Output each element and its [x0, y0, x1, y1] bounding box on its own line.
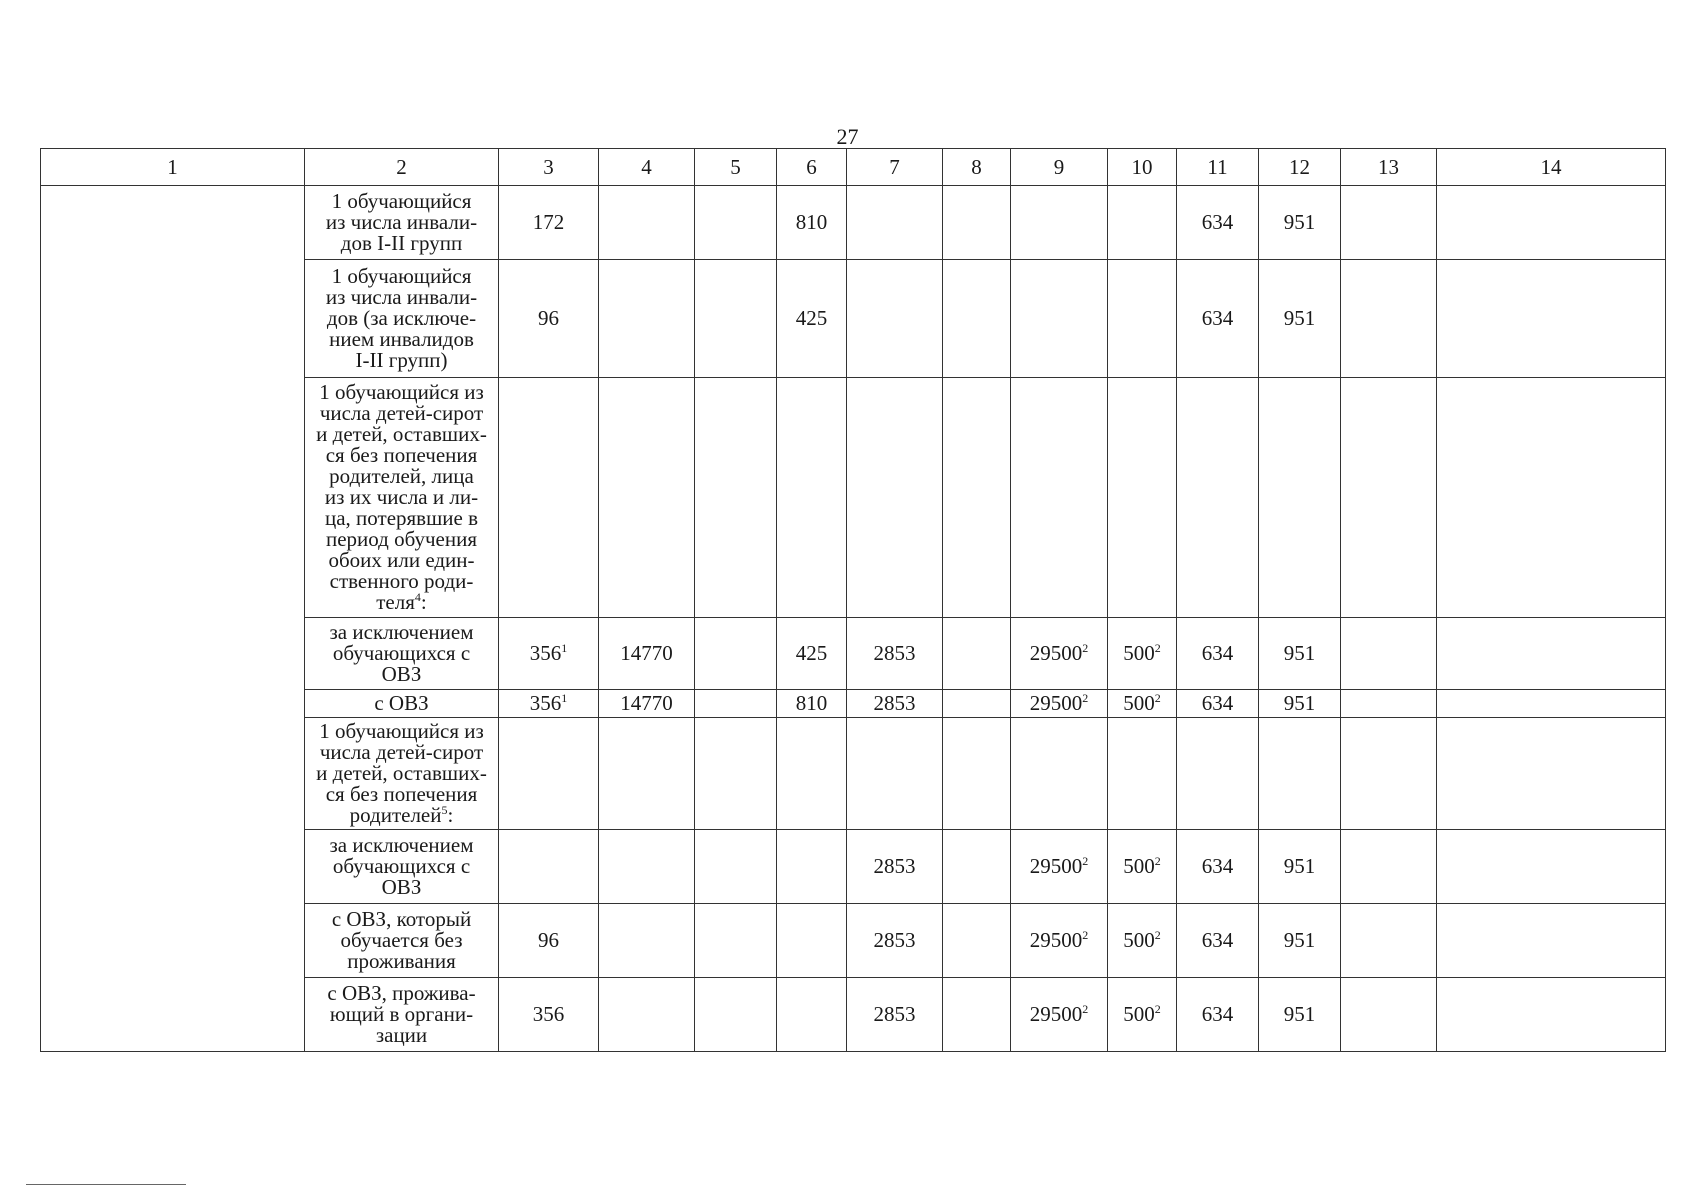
column-header-12: 12 [1259, 149, 1341, 186]
cell-col-10 [1108, 618, 1177, 690]
row-description [305, 186, 499, 260]
cell-col-7 [847, 618, 943, 690]
cell-col-8 [943, 186, 1011, 260]
cell-value: 2853 [873, 854, 916, 878]
row-description [305, 618, 499, 690]
cell-col-12 [1259, 378, 1341, 618]
cell-col-7 [847, 904, 943, 978]
cell-col-5 [695, 904, 777, 978]
cell-value: 14770 [620, 691, 673, 715]
column-header-6: 6 [777, 149, 847, 186]
cell-value: 2853 [873, 1002, 916, 1026]
cell-col-6 [777, 904, 847, 978]
cell-col-5 [695, 618, 777, 690]
column-header-11: 11 [1177, 149, 1259, 186]
cell-value: 951 [1283, 928, 1316, 952]
cell-col-12 [1259, 830, 1341, 904]
cell-value: 356 [532, 1002, 565, 1026]
description-line: I-II групп) [355, 348, 448, 372]
cell-col-12 [1259, 718, 1341, 830]
cell-col-4 [599, 718, 695, 830]
cell-col-7 [847, 186, 943, 260]
cell-value: 951 [1283, 306, 1316, 330]
description-line: обучающихся с [332, 854, 471, 878]
cell-col-4 [599, 260, 695, 378]
cell-value: 634 [1201, 210, 1234, 234]
cell-col-11 [1177, 690, 1259, 718]
cell-value: 14770 [620, 641, 673, 665]
column-header-9: 9 [1011, 149, 1108, 186]
cell-col-5 [695, 830, 777, 904]
footnote-ref: 2 [1082, 641, 1089, 655]
cell-value: 634 [1201, 1002, 1234, 1026]
cell-col-3 [499, 260, 599, 378]
cell-value: 2853 [873, 641, 916, 665]
cell-col-12 [1259, 186, 1341, 260]
cell-value: 172 [532, 210, 565, 234]
description-line: и детей, оставших- [316, 422, 487, 446]
cell-col-13 [1341, 618, 1437, 690]
cell-col-6 [777, 186, 847, 260]
cell-col-10 [1108, 378, 1177, 618]
cell-col-6 [777, 378, 847, 618]
description-line: 1 обучающийся из [319, 719, 484, 743]
footnote-rule [26, 1184, 186, 1185]
description-line: ца, потерявшие в [325, 506, 478, 530]
cell-value: 96 [538, 306, 559, 330]
row-description [305, 378, 499, 618]
cell-value: 634 [1201, 641, 1234, 665]
cell-col-11 [1177, 718, 1259, 830]
cell-col-14 [1437, 978, 1666, 1052]
description-line: обучающихся с [332, 641, 471, 665]
column-header-5: 5 [695, 149, 777, 186]
row-description [305, 690, 499, 718]
cell-col-10 [1108, 904, 1177, 978]
description-line: за исключением [329, 833, 474, 857]
cell-col-4 [599, 904, 695, 978]
cell-col-8 [943, 978, 1011, 1052]
table-body [41, 186, 1666, 1052]
description-line: с ОВЗ, который [331, 907, 472, 931]
cell-col-3 [499, 718, 599, 830]
cell-value: 951 [1283, 691, 1316, 715]
footnote-ref: 1 [561, 641, 568, 655]
column-header-13: 13 [1341, 149, 1437, 186]
cell-col-10 [1108, 186, 1177, 260]
cell-value: 951 [1283, 641, 1316, 665]
cell-col-11 [1177, 830, 1259, 904]
column-header-4: 4 [599, 149, 695, 186]
description-line: 1 обучающийся [331, 264, 472, 288]
cell-col-8 [943, 830, 1011, 904]
cell-col-11 [1177, 186, 1259, 260]
description-line: ОВЗ [381, 875, 422, 899]
cell-col-8 [943, 378, 1011, 618]
description-line: за исключением [329, 620, 474, 644]
footnote-ref: 2 [1154, 854, 1161, 868]
cell-col-13 [1341, 978, 1437, 1052]
cell-col-3 [499, 618, 599, 690]
footnote-ref: 2 [1082, 691, 1089, 705]
cell-col-12 [1259, 978, 1341, 1052]
cell-col-14 [1437, 186, 1666, 260]
cell-col-13 [1341, 260, 1437, 378]
cell-col-3 [499, 978, 599, 1052]
cell-col-13 [1341, 904, 1437, 978]
description-tail: : [447, 803, 454, 827]
footnote-ref: 2 [1082, 928, 1089, 942]
description-line: с ОВЗ [374, 691, 429, 715]
cell-col-7 [847, 978, 943, 1052]
cell-value: 29500 [1029, 1002, 1083, 1026]
description-line: из числа инвали- [325, 210, 478, 234]
cell-value: 500 [1123, 928, 1155, 952]
description-line: обучается без [340, 928, 463, 952]
cell-col-12 [1259, 904, 1341, 978]
cell-value: 500 [1123, 854, 1155, 878]
header-row [41, 149, 1666, 186]
description-line: дов (за исключе- [326, 306, 477, 330]
cell-col-9 [1011, 378, 1108, 618]
cell-value: 425 [795, 306, 828, 330]
cell-col-5 [695, 186, 777, 260]
cell-value: 356 [529, 641, 562, 665]
description-line: с ОВЗ, прожива- [327, 981, 476, 1005]
description-line: 1 обучающийся [331, 189, 472, 213]
description-line: дов I-II групп [340, 231, 463, 255]
cell-col-10 [1108, 260, 1177, 378]
description-line: числа детей-сирот [319, 401, 484, 425]
cell-col-4 [599, 378, 695, 618]
cell-col-9 [1011, 618, 1108, 690]
cell-col-8 [943, 904, 1011, 978]
cell-col-7 [847, 378, 943, 618]
cell-col-6 [777, 260, 847, 378]
cell-col-6 [777, 618, 847, 690]
cell-value: 500 [1123, 691, 1155, 715]
cell-col-3 [499, 904, 599, 978]
cell-col-12 [1259, 260, 1341, 378]
cell-col-5 [695, 978, 777, 1052]
cell-col-9 [1011, 186, 1108, 260]
cell-col-9 [1011, 978, 1108, 1052]
cell-col-10 [1108, 718, 1177, 830]
cell-value: 2853 [873, 691, 916, 715]
cell-value: 96 [538, 928, 559, 952]
cell-col-8 [943, 690, 1011, 718]
cell-col-5 [695, 690, 777, 718]
footnote-ref: 2 [1154, 1002, 1161, 1016]
column-header-8: 8 [943, 149, 1011, 186]
cell-value: 29500 [1029, 854, 1083, 878]
description-line: ющий в органи- [329, 1002, 474, 1026]
cell-value: 951 [1283, 210, 1316, 234]
cell-col-14 [1437, 260, 1666, 378]
cell-col-7 [847, 830, 943, 904]
cell-col-11 [1177, 618, 1259, 690]
description-line: из числа инвали- [325, 285, 478, 309]
description-line: и детей, оставших- [316, 761, 487, 785]
cell-col-3 [499, 830, 599, 904]
description-tail: : [420, 590, 427, 614]
cell-value: 29500 [1029, 691, 1083, 715]
column-header-14: 14 [1437, 149, 1666, 186]
description-line: ся без попечения [325, 782, 478, 806]
cell-col-6 [777, 690, 847, 718]
cell-col-14 [1437, 904, 1666, 978]
footnote-ref: 2 [1082, 1002, 1089, 1016]
cell-col-4 [599, 978, 695, 1052]
row-description [305, 904, 499, 978]
cell-col-14 [1437, 378, 1666, 618]
cell-col-4 [599, 690, 695, 718]
cell-col-14 [1437, 718, 1666, 830]
cell-col-5 [695, 260, 777, 378]
footnote-ref: 4 [414, 590, 421, 604]
row-description [305, 260, 499, 378]
cell-value: 356 [529, 691, 562, 715]
cell-value: 634 [1201, 854, 1234, 878]
footnote-ref: 5 [441, 803, 448, 817]
cell-col-6 [777, 718, 847, 830]
cell-col-4 [599, 618, 695, 690]
description-line: родителей [349, 803, 442, 827]
cell-col-11 [1177, 378, 1259, 618]
cell-col-3 [499, 186, 599, 260]
cell-col-5 [695, 718, 777, 830]
description-line: родителей, лица [329, 464, 474, 488]
description-line: ОВЗ [381, 662, 422, 686]
page-number: 27 [836, 124, 859, 149]
cell-col-5 [695, 378, 777, 618]
column-header-7: 7 [847, 149, 943, 186]
tariff-table [40, 148, 1666, 1052]
footnote-ref: 2 [1154, 641, 1161, 655]
column-header-10: 10 [1108, 149, 1177, 186]
column-header-1: 1 [41, 149, 305, 186]
description-line: числа детей-сирот [319, 740, 484, 764]
cell-col-14 [1437, 830, 1666, 904]
tariff-table-container [40, 148, 1665, 1052]
cell-col-14 [1437, 618, 1666, 690]
description-line: ственного роди- [329, 569, 474, 593]
cell-col-3 [499, 690, 599, 718]
cell-col-4 [599, 186, 695, 260]
cell-col-6 [777, 830, 847, 904]
cell-col-8 [943, 618, 1011, 690]
row-description [305, 718, 499, 830]
cell-col-13 [1341, 186, 1437, 260]
cell-value: 2853 [873, 928, 916, 952]
cell-col-7 [847, 718, 943, 830]
row-description [305, 978, 499, 1052]
cell-value: 425 [795, 641, 828, 665]
cell-value: 500 [1123, 1002, 1155, 1026]
cell-col-12 [1259, 618, 1341, 690]
cell-value: 500 [1123, 641, 1155, 665]
cell-value: 810 [795, 210, 828, 234]
cell-col-10 [1108, 830, 1177, 904]
cell-col-7 [847, 260, 943, 378]
cell-col-9 [1011, 904, 1108, 978]
cell-col-4 [599, 830, 695, 904]
cell-col-9 [1011, 830, 1108, 904]
row-description [305, 830, 499, 904]
footnote-ref: 2 [1154, 928, 1161, 942]
cell-col-7 [847, 690, 943, 718]
cell-col-8 [943, 718, 1011, 830]
cell-col-13 [1341, 690, 1437, 718]
col1-merged-cell [41, 186, 305, 1052]
cell-col-11 [1177, 978, 1259, 1052]
description-line: 1 обучающийся из [319, 380, 484, 404]
footnote-ref: 1 [561, 691, 568, 705]
description-line: обоих или един- [328, 548, 475, 572]
description-line: теля [376, 590, 415, 614]
table-row [41, 186, 1666, 260]
cell-col-11 [1177, 260, 1259, 378]
cell-value: 951 [1283, 854, 1316, 878]
description-line: ся без попечения [325, 443, 478, 467]
footnote-ref: 2 [1082, 854, 1089, 868]
cell-col-11 [1177, 904, 1259, 978]
cell-col-3 [499, 378, 599, 618]
cell-value: 810 [795, 691, 828, 715]
cell-col-6 [777, 978, 847, 1052]
cell-value: 634 [1201, 928, 1234, 952]
cell-value: 634 [1201, 306, 1234, 330]
cell-col-13 [1341, 830, 1437, 904]
column-header-3: 3 [499, 149, 599, 186]
cell-value: 29500 [1029, 928, 1083, 952]
cell-col-12 [1259, 690, 1341, 718]
column-header-2: 2 [305, 149, 499, 186]
cell-col-10 [1108, 978, 1177, 1052]
cell-value: 29500 [1029, 641, 1083, 665]
cell-col-9 [1011, 718, 1108, 830]
description-line: проживания [347, 949, 456, 973]
cell-col-14 [1437, 690, 1666, 718]
description-line: нием инвалидов [329, 327, 474, 351]
cell-value: 951 [1283, 1002, 1316, 1026]
description-line: зации [375, 1023, 428, 1047]
cell-col-13 [1341, 378, 1437, 618]
cell-col-9 [1011, 260, 1108, 378]
cell-value: 634 [1201, 691, 1234, 715]
cell-col-10 [1108, 690, 1177, 718]
description-line: из их числа и ли- [324, 485, 479, 509]
footnote-ref: 2 [1154, 691, 1161, 705]
cell-col-13 [1341, 718, 1437, 830]
cell-col-8 [943, 260, 1011, 378]
cell-col-9 [1011, 690, 1108, 718]
description-line: период обучения [325, 527, 478, 551]
